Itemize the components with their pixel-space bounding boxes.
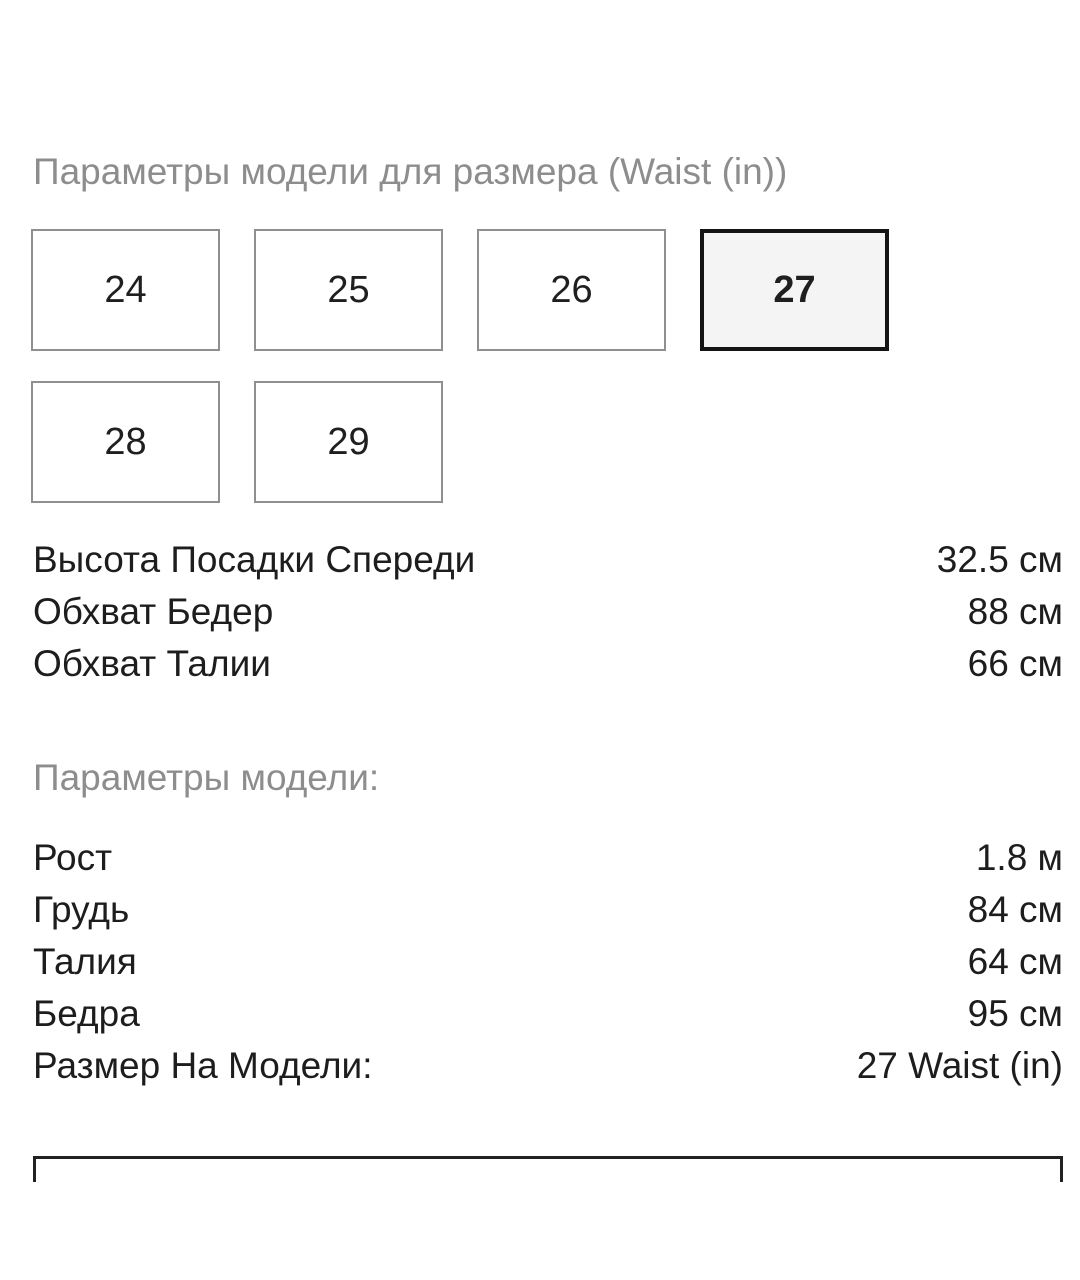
table-top-border (33, 1156, 1063, 1159)
measurement-value: 88 см (967, 591, 1063, 632)
model-param-label: Талия (33, 941, 137, 982)
size-selector (31, 229, 1047, 503)
size-option-28[interactable]: 28 (31, 381, 220, 503)
size-option-25[interactable]: 25 (254, 229, 443, 351)
model-parameters-list (33, 832, 1063, 1092)
model-param-value: 84 см (967, 889, 1063, 930)
size-option-24[interactable]: 24 (31, 229, 220, 351)
model-param-row (33, 936, 1063, 988)
model-param-label: Бедра (33, 993, 140, 1034)
measurement-value: 66 см (967, 643, 1063, 684)
model-param-label: Размер На Модели: (33, 1045, 373, 1086)
model-param-value: 64 см (967, 941, 1063, 982)
size-option-29[interactable]: 29 (254, 381, 443, 503)
measurement-label: Высота Посадки Спереди (33, 539, 476, 580)
model-param-row (33, 988, 1063, 1040)
table-right-border (1060, 1156, 1063, 1182)
measurement-label: Обхват Бедер (33, 591, 274, 632)
measurement-row (33, 638, 1063, 690)
model-param-row (33, 884, 1063, 936)
model-param-label: Рост (33, 837, 113, 878)
model-param-value: 1.8 м (975, 837, 1063, 878)
size-option-26[interactable]: 26 (477, 229, 666, 351)
size-measurements-list (33, 534, 1063, 690)
model-param-value: 95 см (967, 993, 1063, 1034)
measurement-label: Обхват Талии (33, 643, 271, 684)
model-param-row (33, 1040, 1063, 1092)
measurement-value: 32.5 см (936, 539, 1063, 580)
size-option-27[interactable]: 27 (700, 229, 889, 351)
table-left-border (33, 1156, 36, 1182)
model-param-row (33, 832, 1063, 884)
measurement-row (33, 586, 1063, 638)
model-param-value: 27 Waist (in) (856, 1045, 1063, 1086)
size-section-title: Параметры модели для размера (Waist (in)) (33, 151, 788, 192)
measurement-row (33, 534, 1063, 586)
model-section-title: Параметры модели: (33, 757, 380, 798)
model-param-label: Грудь (33, 889, 130, 930)
